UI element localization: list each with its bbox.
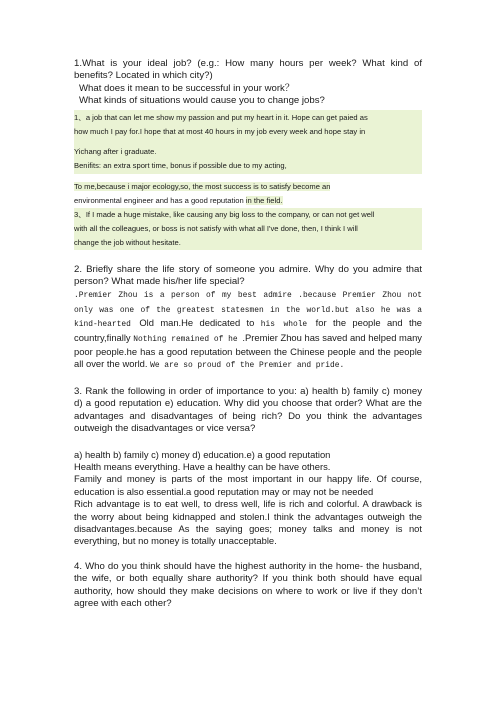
answer-3-line: Family and money is parts of the most important in our happy life. Of course, education is also essential.a good reputation may or may not be needed	[74, 473, 422, 497]
plain-span: environmental engineer and has a good reputation	[74, 195, 246, 205]
answer-3-line: Health means everything. Have a healthy can be have others.	[74, 460, 331, 472]
answer-1-line: Yichang after i graduate.	[74, 146, 157, 156]
answer-1-line: 1、a job that can let me show my passion and put my heart in it. Hope can get paied as	[74, 112, 368, 122]
question-3	[74, 386, 422, 436]
answer-1-line: how much I pay for.I hope that at most 40 hours in my job every week and hope stay in	[74, 126, 366, 136]
question-4-text: 4. Who do you think should have the highest authority in the home- the husband, the wife, or both equally share authority? If you think both should have equal authority, how should they make decisions on where to work or live if they don’t agree with each other?	[74, 560, 422, 609]
plain-span: .Premier Zhou has saved and helped many poor people.he has a good reputation between the Chinese people and the people all over the world.	[74, 331, 422, 370]
answer-1-line	[74, 180, 422, 194]
answer-2	[74, 288, 422, 372]
highlighted-span: in the field.	[245, 195, 283, 205]
mono-span: We are so proud of the Premier and pride.	[150, 361, 345, 371]
answer-1-line	[74, 194, 422, 208]
answer-2-text	[74, 288, 422, 372]
question-1-text: 1.What is your ideal job? (e.g.: How many hours per week? What kind of benefits? Located in which city?)	[74, 58, 422, 82]
question-1-sub-b: What kinds of situations would cause you to change jobs?	[79, 95, 325, 107]
answer-1-line: Benifits: an extra sport time, bonus if possible due to my acting,	[74, 160, 287, 170]
question-3-text: 3. Rank the following in order of importance to you: a) health b) family c) money d) a good reputation e) education. Why did you choose that order? What are the advantages and disadvantages of being rich? Do you think the advantages outweigh the disadvantages or vice versa?	[74, 385, 422, 435]
answer-1-block-b	[74, 208, 422, 250]
plain-span: Old man.He dedicated to	[139, 317, 261, 329]
mono-span: his whole	[260, 320, 316, 330]
answer-3-line: Rich advantage is to eat well, to dress well, life is rich and colorful. A drawback is the worry about being kidnapped and stolen.I think the advantages outweigh the disadvantages.because As the saying goes; money talks and money is not everything, but no money is totally unacceptable.	[74, 498, 422, 547]
question-2	[74, 264, 422, 289]
answer-1-line: with all the colleagues, or boss is not satisfy with what all I've done, then, I think I will	[74, 223, 358, 233]
document-page	[74, 58, 422, 610]
mono-span: Nothing remained of he	[133, 334, 243, 344]
answer-1	[74, 110, 422, 250]
question-4	[74, 561, 422, 611]
question-1	[74, 58, 422, 108]
question-1-sub-a: What does it mean to be successful in your work？	[79, 82, 295, 94]
plain-span: for the people and the country,finally	[74, 317, 422, 343]
answer-1-block-a	[74, 110, 422, 174]
highlighted-span: To me,because i major ecology,so, the most success is to satisfy become an	[74, 181, 331, 191]
answer-3-line: a) health b) family c) money d) education.e) a good reputation	[74, 448, 331, 460]
question-2-text: 2. Briefly share the life story of someone you admire. Why do you admire that person? What made his/her life special?	[74, 263, 422, 288]
answer-1-line: 3、If I made a huge mistake, like causing any big loss to the company, or can not get well	[74, 209, 375, 219]
answer-3	[74, 449, 422, 548]
mono-span: .Premier Zhou is a person of my best admire .because Premier Zhou not only was one of the greatest statesmen in the world.but also he was a kind-hearted	[74, 291, 422, 330]
answer-1-line: change the job without hesitate.	[74, 237, 181, 247]
